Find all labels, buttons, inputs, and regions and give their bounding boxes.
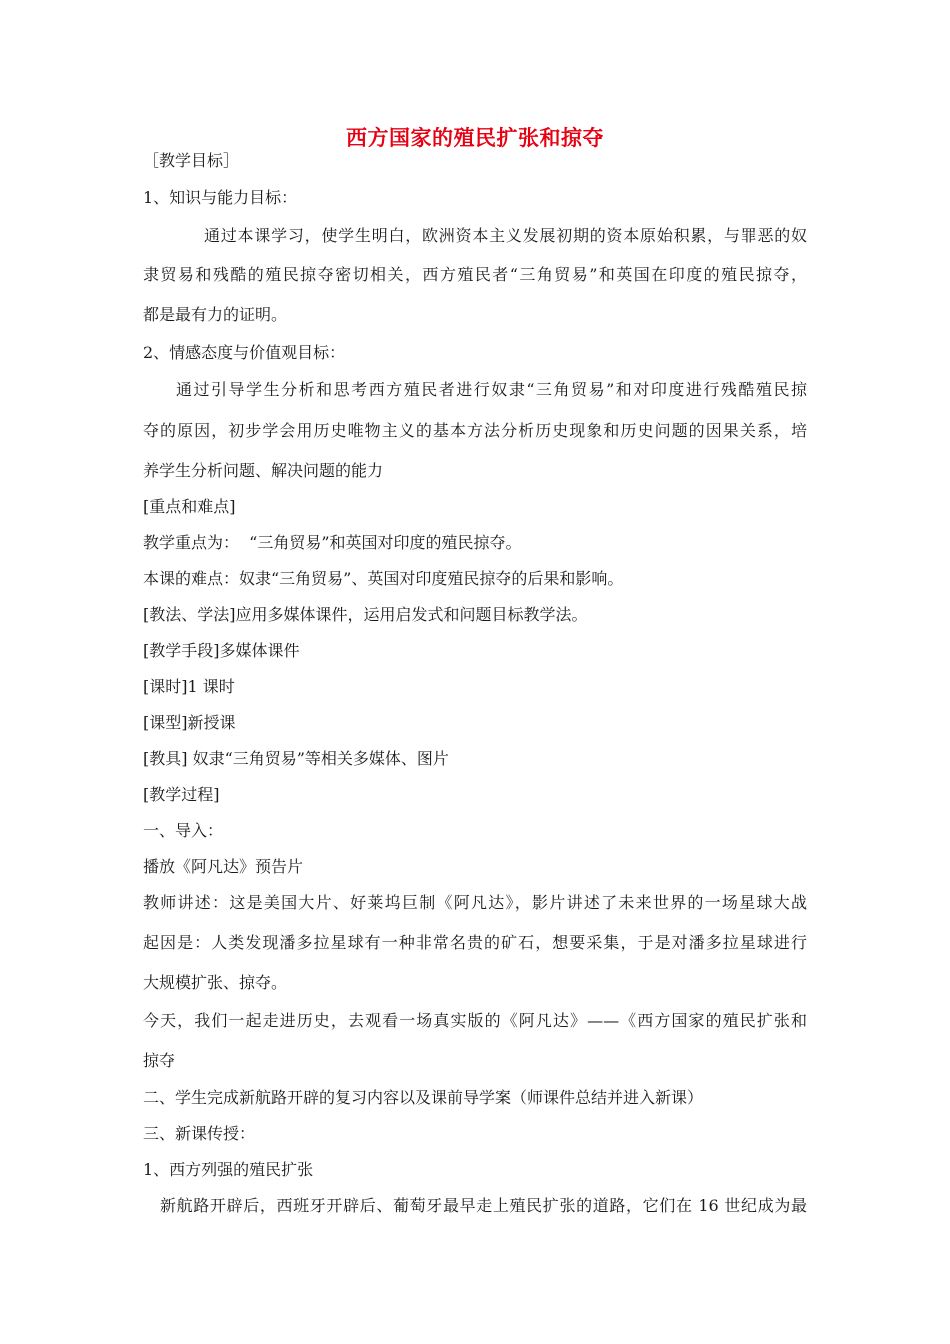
text-line: [教法、学法]应用多媒体课件，运用启发式和问题目标教学法。 [143,605,588,624]
section-heading-process: [教学过程] [143,785,220,804]
document-title: 西方国家的殖民扩张和掠夺 [346,126,604,150]
paragraph-line: 今天，我们一起走进历史，去观看一场真实版的《阿凡达》——《西方国家的殖民扩张和 [143,1011,807,1030]
text-line: 播放《阿凡达》预告片 [143,857,304,876]
paragraph-line: 通过本课学习，使学生明白，欧洲资本主义发展初期的资本原始积累，与罪恶的奴 [204,226,807,245]
text-line: 本课的难点：奴隶“三角贸易”、英国对印度殖民掠夺的后果和影响。 [143,569,624,588]
paragraph-line: 都是最有力的证明。 [143,305,288,324]
paragraph-line: 起因是：人类发现潘多拉星球有一种非常名贵的矿石，想要采集，于是对潘多拉星球进行 [143,933,807,952]
subheading-emotion-values: 2、情感态度与价值观目标： [143,343,346,362]
paragraph-line: 夺的原因，初步学会用历史唯物主义的基本方法分析历史现象和历史问题的因果关系，培 [143,421,807,440]
paragraph-line: 通过引导学生分析和思考西方殖民者进行奴隶“三角贸易”和对印度进行残酷殖民掠 [176,380,807,399]
text-line: [课时]1 课时 [143,677,235,696]
section-heading-objectives: ［教学目标］ [143,151,240,170]
text-line: 三、新课传授： [143,1124,256,1143]
text-line: 一、导入： [143,821,224,840]
text-line: 教学重点为： “三角贸易”和英国对印度的殖民掠夺。 [143,533,522,552]
paragraph-line: 掠夺 [143,1051,176,1070]
paragraph-line: 大规模扩张、掠夺。 [143,973,288,992]
text-line: [课型]新授课 [143,713,236,732]
paragraph-line: 养学生分析问题、解决问题的能力 [143,461,384,480]
paragraph-line: 新航路开辟后，西班牙开辟后、葡萄牙最早走上殖民扩张的道路，它们在 16 世纪成为最 [160,1196,807,1215]
paragraph-line: 教师讲述：这是美国大片、好莱坞巨制《阿凡达》，影片讲述了未来世界的一场星球大战 [143,893,807,912]
text-line: 1、西方列强的殖民扩张 [143,1160,314,1179]
paragraph-line: 隶贸易和残酷的殖民掠夺密切相关，西方殖民者“三角贸易”和英国在印度的殖民掠夺， [143,265,807,284]
text-line: [教学手段]多媒体课件 [143,641,300,660]
text-line: 二、学生完成新航路开辟的复习内容以及课前导学案（师课件总结并进入新课） [143,1088,704,1107]
text-line: [教具] 奴隶“三角贸易”等相关多媒体、图片 [143,749,449,768]
subheading-knowledge-ability: 1、知识与能力目标： [143,188,298,207]
section-heading-key-points: [重点和难点] [143,497,236,516]
